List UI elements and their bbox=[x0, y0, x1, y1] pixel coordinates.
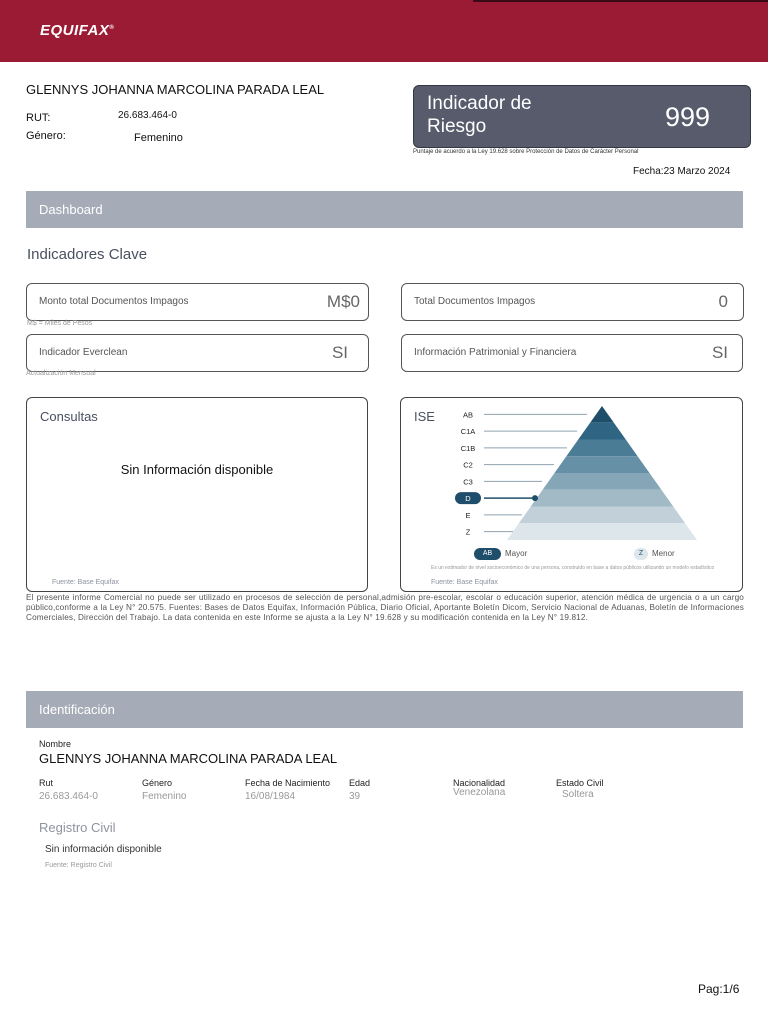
level-label-d: D bbox=[465, 494, 471, 504]
registro-civil-value: Sin información disponible bbox=[45, 844, 162, 855]
pyramid-level-c2 bbox=[555, 456, 650, 473]
card-everclean bbox=[26, 334, 369, 372]
card-note: Actualización Mensual bbox=[26, 370, 96, 377]
ise-title: ISE bbox=[414, 409, 435, 424]
pyramid-level-ab bbox=[590, 406, 614, 423]
report-date: Fecha:23 Marzo 2024 bbox=[633, 166, 731, 177]
card-value: 0 bbox=[718, 292, 728, 311]
level-label-ab: AB bbox=[462, 410, 474, 420]
registro-civil-title: Registro Civil bbox=[39, 820, 116, 835]
gender-label: Género: bbox=[26, 130, 66, 142]
ise-source: Fuente: Base Equifax bbox=[431, 579, 498, 586]
level-label-c1b: C1B bbox=[460, 443, 476, 453]
card-monto-impagos bbox=[26, 283, 369, 321]
field-value-rut: 26.683.464-0 bbox=[39, 791, 98, 802]
card-label: Total Documentos Impagos bbox=[414, 296, 536, 307]
pyramid-level-c1b bbox=[566, 440, 637, 457]
field-value-nacimiento: 16/08/1984 bbox=[245, 791, 296, 802]
identificacion-bar: Identificación bbox=[26, 691, 743, 728]
level-label-c1a: C1A bbox=[460, 427, 476, 437]
legend-high-tag: AB bbox=[474, 548, 501, 560]
level-label-z: Z bbox=[465, 527, 471, 537]
card-label: Indicador Everclean bbox=[39, 347, 128, 358]
card-value: M$0 bbox=[326, 292, 360, 311]
level-label-c2: C2 bbox=[463, 460, 473, 470]
card-label: Monto total Documentos Impagos bbox=[39, 296, 189, 307]
pyramid-level-e bbox=[519, 507, 685, 524]
selected-level-marker bbox=[532, 495, 538, 501]
header-bar bbox=[0, 0, 768, 62]
ise-caption: Es un estimador de nivel socioeconómico de una persona, construido en base a datos públicos utilizando un modelo estadístico bbox=[431, 565, 715, 571]
rut-value: 26.683.464-0 bbox=[118, 110, 177, 121]
risk-title: Indicador de Riesgo bbox=[427, 93, 532, 137]
pyramid-level-z bbox=[507, 523, 697, 540]
id-name-value: GLENNYS JOHANNA MARCOLINA PARADA LEAL bbox=[39, 751, 338, 766]
field-value-genero: Femenino bbox=[142, 791, 187, 802]
equifax-logo bbox=[40, 22, 114, 39]
logo-text: EQUIFAX bbox=[40, 22, 110, 39]
card-note: M$ = Miles de Pesos bbox=[27, 320, 93, 327]
consultas-message: Sin Información disponible bbox=[120, 462, 274, 477]
pyramid-level-c3 bbox=[543, 473, 662, 490]
card-value: SI bbox=[331, 343, 348, 362]
ise-pyramid-chart bbox=[401, 398, 744, 593]
header-accent bbox=[473, 0, 768, 2]
card-total-impagos bbox=[401, 283, 744, 321]
legend-high-label: Mayor bbox=[505, 549, 528, 558]
risk-score: 999 bbox=[664, 102, 710, 132]
field-label-genero: Género bbox=[142, 778, 173, 788]
dashboard-bar: Dashboard bbox=[26, 191, 743, 228]
card-label: Información Patrimonial y Financiera bbox=[414, 347, 577, 358]
field-label-estado-civil: Estado Civil bbox=[556, 778, 604, 788]
field-value-nacionalidad: Venezolana bbox=[453, 787, 506, 798]
logo-mark: ® bbox=[109, 25, 115, 31]
legend-low-label: Menor bbox=[652, 549, 675, 558]
gender-value: Femenino bbox=[134, 132, 183, 144]
field-label-nacimiento: Fecha de Nacimiento bbox=[245, 778, 331, 788]
name-label: Nombre bbox=[39, 739, 72, 749]
field-label-rut: Rut bbox=[39, 778, 54, 788]
level-label-e: E bbox=[465, 510, 471, 520]
risk-note: Puntaje de acuerdo a la Ley 19.628 sobre Protección de Datos de Carácter Personal bbox=[413, 149, 639, 155]
field-label-nacionalidad: Nacionalidad bbox=[453, 778, 506, 788]
field-label-edad: Edad bbox=[349, 778, 371, 788]
page-number: Pag:1/6 bbox=[698, 982, 740, 996]
field-value-edad: 39 bbox=[349, 791, 361, 802]
key-indicators-title: Indicadores Clave bbox=[27, 246, 148, 263]
registro-civil-source: Fuente: Registro Civil bbox=[45, 862, 112, 869]
consultas-source: Fuente: Base Equifax bbox=[52, 579, 119, 586]
consultas-panel bbox=[26, 397, 368, 592]
person-name: GLENNYS JOHANNA MARCOLINA PARADA LEAL bbox=[26, 82, 325, 97]
level-label-c3: C3 bbox=[463, 477, 473, 487]
card-patrimonial bbox=[401, 334, 743, 372]
ise-panel bbox=[400, 397, 743, 592]
pyramid-level-c1a bbox=[578, 423, 626, 440]
risk-indicator-box bbox=[413, 85, 751, 148]
legal-disclaimer: El presente informe Comercial no puede ser utilizado en procesos de selección de personal,admisión pre-escolar, escolar o educación superior, atención médica de urgencia o a un cargo público,conforme a la Ley N° 20.575. Fuentes: Bases de Datos Equifax, Información Pública, Diario Oficial, Aportante Boletín Dicom, Servicio Nacional de Aduanas, Boletín de Informaciones Comerciales, Dirección del Trabajo. La data contenida en este Informe se ajusta a la Ley N° 19.628 y su modificación contenida en la Ley N° 19.812. bbox=[26, 593, 744, 622]
legend-low-tag: Z bbox=[634, 548, 648, 560]
pyramid-level-d bbox=[531, 490, 674, 507]
rut-label: RUT: bbox=[26, 112, 51, 124]
field-value-estado-civil: Soltera bbox=[562, 789, 594, 800]
consultas-title: Consultas bbox=[40, 409, 98, 424]
card-value: SI bbox=[711, 343, 728, 362]
